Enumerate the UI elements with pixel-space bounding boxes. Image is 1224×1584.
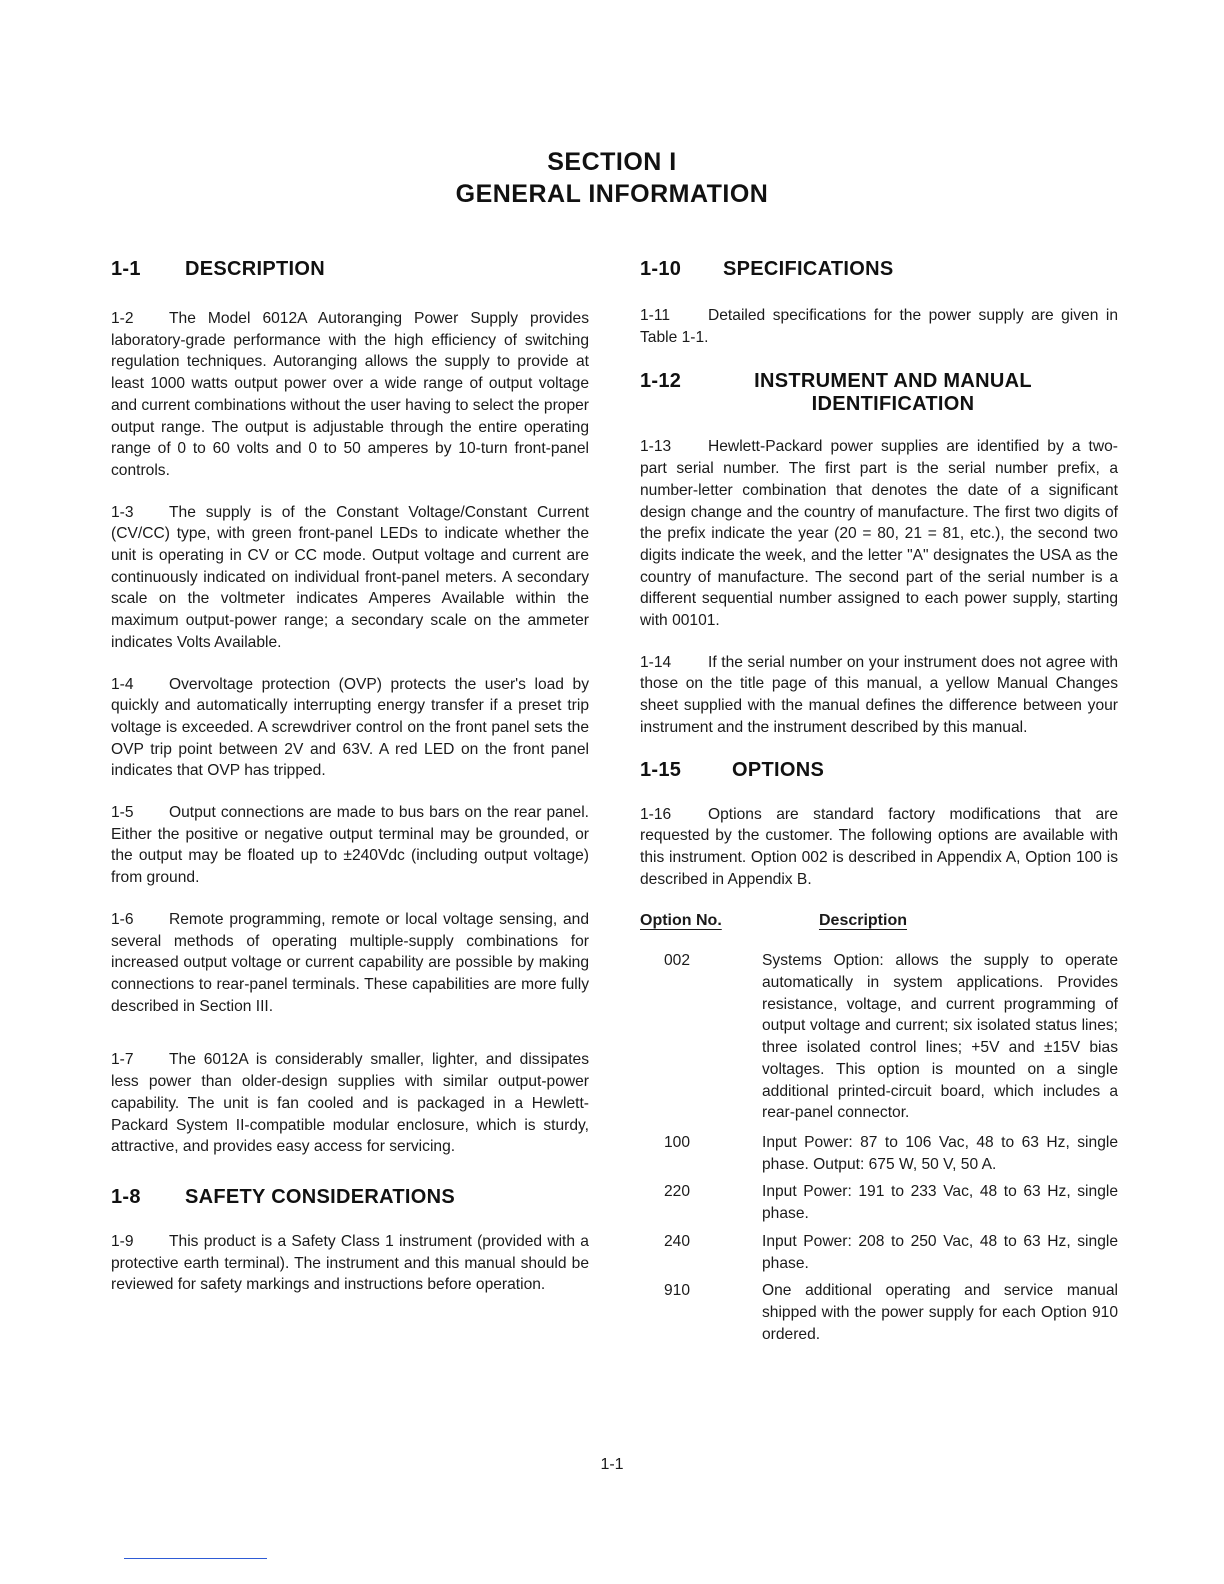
paragraph-1-4: 1-4 Overvoltage protection (OVP) protects the user's load by quickly and automatically interrupting energy transfer if a preset trip voltage is exceeded. A screwdriver control on the front panel sets the OVP trip point between 2V and 63V. A red LED on the front panel indicates that OVP has tripped.: [111, 675, 589, 780]
page-number: 1-1: [600, 1456, 624, 1473]
heading-specifications: 1-10 SPECIFICATIONS: [640, 258, 894, 280]
right-column: [640, 258, 1118, 1345]
paragraph-1-13: 1-13 Hewlett-Packard power supplies are identified by a two-part serial number. The first part is the serial number prefix, a number-letter combination that denotes the date of a significant design change and the country of manufacture. The first two digits of the prefix indicate the year (20 = 80, 21 = 81, etc.), the second two digits indicate the week, and the letter "A" designates the USA as the country of manufacture. The second part of the serial number is a different sequential number assigned to each power supply, starting with 00101.: [640, 438, 1118, 630]
paragraph-1-11: 1-11 Detailed specifications for the power supply are given in Table 1-1.: [640, 307, 1118, 346]
paragraph-1-3: 1-3 The supply is of the Constant Voltage/Constant Current (CV/CC) type, with green front-panel LEDs to indicate whether the unit is operating in CV or CC mode. Output voltage and current are continuously indicated on individual front-panel meters. A secondary scale on the voltmeter indicates Amperes Available within the maximum output-power range; a secondary scale on the ammeter indicates Volts Available.: [111, 503, 589, 651]
left-column: [111, 258, 589, 1296]
paragraph-1-6: 1-6 Remote programming, remote or local voltage sensing, and several methods of operating multiple-supply combinations for increased output voltage or current capability are possible by making connections to rear-panel terminals. These capabilities are more fully described in Section III.: [111, 910, 589, 1015]
table-row: 910 One additional operating and service manual shipped with the power supply for each Option 910 ordered.: [663, 1282, 1118, 1343]
options-table: [640, 950, 1118, 1345]
column-option-no: Option No.: [640, 912, 722, 930]
column-description: Description: [818, 912, 907, 930]
table-row: 100 Input Power: 87 to 106 Vac, 48 to 63 Hz, single phase. Output: 675 W, 50 V, 50 A.: [663, 1133, 1118, 1173]
paragraph-1-2: 1-2 The Model 6012A Autoranging Power Supply provides laboratory-grade performance with the high efficiency of switching regulation techniques. Autoranging allows the supply to provide at least 1000 watts output power over a wide range of output voltage and current combinations without the user having to select the proper output range. The output is adjustable through the entire operating range of 0 to 60 volts and 0 to 50 amperes by 10-turn front-panel controls.: [111, 310, 589, 479]
paragraph-1-16: 1-16 Options are standard factory modifications that are requested by the customer. The following options are available with this instrument. Option 002 is described in Appendix A, Option 100 is described in Appendix B.: [640, 805, 1118, 888]
section-number: SECTION I: [547, 148, 677, 176]
heading-description: 1-1 DESCRIPTION: [111, 258, 325, 280]
table-row: 220 Input Power: 191 to 233 Vac, 48 to 63 Hz, single phase.: [663, 1183, 1118, 1223]
paragraph-1-5: 1-5 Output connections are made to bus bars on the rear panel. Either the positive or negative output terminal may be grounded, or the output may be floated up to ±240Vdc (including output voltage) from ground.: [111, 804, 589, 887]
paragraph-1-14: 1-14 If the serial number on your instrument does not agree with those on the title page of this manual, a yellow Manual Changes sheet supplied with the manual defines the difference between your instrument and the instrument described by this manual.: [640, 653, 1118, 736]
section-title: GENERAL INFORMATION: [455, 180, 769, 208]
paragraph-1-7: 1-7 The 6012A is considerably smaller, lighter, and dissipates less power than older-design supplies with similar output-power capability. The unit is fan cooled and is packaged in a Hewlett-Packard System II-compatible modular enclosure, which is sturdy, attractive, and provides easy access for servicing.: [111, 1051, 589, 1156]
paragraph-1-9: 1-9 This product is a Safety Class 1 instrument (provided with a protective earth terminal). The instrument and this manual should be reviewed for safety markings and instructions before operation.: [111, 1232, 589, 1294]
bottom-rule: [124, 1558, 267, 1559]
table-row: 240 Input Power: 208 to 250 Vac, 48 to 63 Hz, single phase.: [663, 1232, 1118, 1272]
options-table-header: [640, 912, 1118, 930]
heading-options: 1-15 OPTIONS: [640, 758, 825, 781]
heading-identification: 1-12 INSTRUMENT AND MANUAL IDENTIFICATION: [640, 370, 1032, 416]
table-row: 002 Systems Option: allows the supply to operate automatically in system applications. Provides resistance, voltage, and current programming of output voltage and current; six isolated status lines; three isolated control lines; +5V and ±15V bias voltages. This option is mounted on a single additional printed-circuit board, which includes a rear-panel connector.: [663, 952, 1118, 1122]
heading-safety: 1-8 SAFETY CONSIDERATIONS: [111, 1185, 456, 1208]
